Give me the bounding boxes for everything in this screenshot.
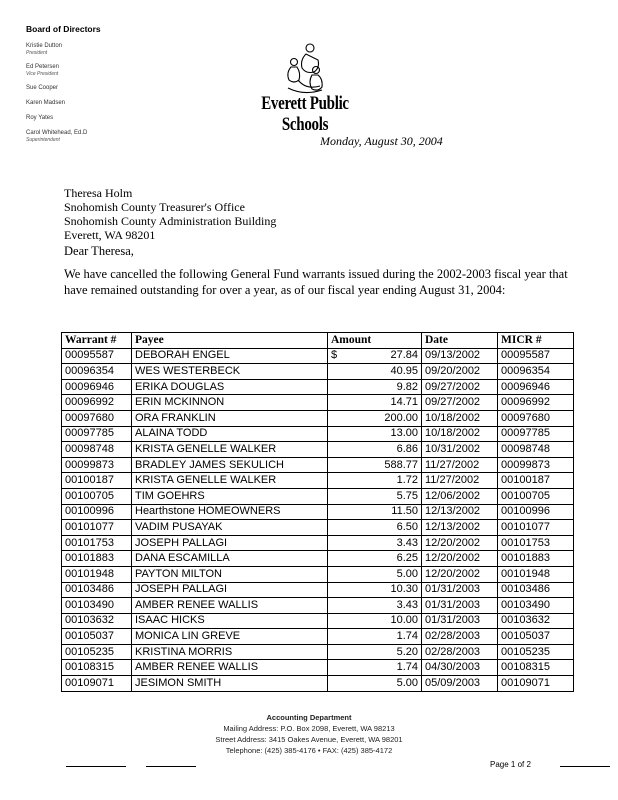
board-member-name: Ed Petersen bbox=[26, 64, 60, 70]
header-amount: Amount bbox=[328, 333, 422, 349]
date-cell: 09/20/2002 bbox=[422, 364, 498, 380]
warrant-number-cell: 00105037 bbox=[62, 629, 132, 645]
amount-value: 3.43 bbox=[396, 536, 418, 549]
micr-cell: 00101077 bbox=[498, 520, 574, 536]
micr-cell: 00099873 bbox=[498, 457, 574, 473]
date-cell: 05/09/2003 bbox=[422, 676, 498, 692]
header-date: Date bbox=[422, 333, 498, 349]
header-micr: MICR # bbox=[498, 333, 574, 349]
table-row bbox=[62, 566, 574, 582]
warrant-number-cell: 00100187 bbox=[62, 473, 132, 489]
table-row bbox=[62, 379, 574, 395]
amount-cell bbox=[328, 364, 422, 380]
amount-cell bbox=[328, 566, 422, 582]
date-cell: 02/28/2003 bbox=[422, 644, 498, 660]
micr-cell: 00101753 bbox=[498, 535, 574, 551]
board-member bbox=[26, 43, 136, 56]
micr-cell: 00103486 bbox=[498, 582, 574, 598]
date-cell: 09/27/2002 bbox=[422, 379, 498, 395]
recipient-address bbox=[64, 186, 276, 242]
date-cell: 10/31/2002 bbox=[422, 442, 498, 458]
board-member-role: Superintendent bbox=[26, 137, 60, 143]
micr-cell: 00100187 bbox=[498, 473, 574, 489]
amount-value: 10.00 bbox=[390, 614, 418, 627]
table-row bbox=[62, 582, 574, 598]
micr-cell: 00096946 bbox=[498, 379, 574, 395]
table-row bbox=[62, 395, 574, 411]
payee-cell: DANA ESCAMILLA bbox=[132, 551, 328, 567]
payee-cell: KRISTINA MORRIS bbox=[132, 644, 328, 660]
payee-cell: WES WESTERBECK bbox=[132, 364, 328, 380]
payee-cell: VADIM PUSAYAK bbox=[132, 520, 328, 536]
amount-cell bbox=[328, 426, 422, 442]
amount-cell bbox=[328, 379, 422, 395]
date-cell: 11/27/2002 bbox=[422, 473, 498, 489]
warrant-number-cell: 00097785 bbox=[62, 426, 132, 442]
payee-cell: KRISTA GENELLE WALKER bbox=[132, 442, 328, 458]
letter-footer bbox=[0, 712, 618, 756]
warrant-number-cell: 00101077 bbox=[62, 520, 132, 536]
micr-cell: 00095587 bbox=[498, 348, 574, 364]
amount-value: 5.20 bbox=[396, 645, 418, 658]
amount-cell bbox=[328, 504, 422, 520]
table-row bbox=[62, 442, 574, 458]
letter-date: Monday, August 30, 2004 bbox=[320, 134, 443, 148]
amount-cell bbox=[328, 442, 422, 458]
payee-cell: PAYTON MILTON bbox=[132, 566, 328, 582]
amount-cell bbox=[328, 410, 422, 426]
table-row bbox=[62, 504, 574, 520]
amount-value: 14.71 bbox=[390, 396, 418, 409]
date-cell: 12/20/2002 bbox=[422, 566, 498, 582]
board-title: Board of Directors bbox=[26, 24, 101, 34]
address-line: Snohomish County Treasurer's Office bbox=[64, 200, 245, 214]
table-row bbox=[62, 629, 574, 645]
board-member bbox=[26, 130, 136, 143]
payee-cell: DEBORAH ENGEL bbox=[132, 348, 328, 364]
amount-value: 11.50 bbox=[391, 505, 418, 518]
footer-phone: Telephone: (425) 385-4176 • FAX: (425) 385-4172 bbox=[225, 746, 393, 755]
date-cell: 01/31/2003 bbox=[422, 598, 498, 614]
table-row bbox=[62, 348, 574, 364]
amount-value: 200.00 bbox=[384, 411, 418, 424]
date-cell: 12/13/2002 bbox=[422, 520, 498, 536]
table-row bbox=[62, 598, 574, 614]
micr-cell: 00103632 bbox=[498, 613, 574, 629]
payee-cell: MONICA LIN GREVE bbox=[132, 629, 328, 645]
amount-cell bbox=[328, 660, 422, 676]
table-row bbox=[62, 473, 574, 489]
micr-cell: 00108315 bbox=[498, 660, 574, 676]
date-cell: 12/20/2002 bbox=[422, 551, 498, 567]
payee-cell: ORA FRANKLIN bbox=[132, 410, 328, 426]
payee-cell: TIM GOEHRS bbox=[132, 488, 328, 504]
amount-value: 6.86 bbox=[396, 442, 418, 455]
payee-cell: AMBER RENEE WALLIS bbox=[132, 660, 328, 676]
amount-cell bbox=[328, 520, 422, 536]
micr-cell: 00109071 bbox=[498, 676, 574, 692]
board-member-role: President bbox=[26, 50, 48, 56]
payee-cell: Hearthstone HOMEOWNERS bbox=[132, 504, 328, 520]
amount-cell bbox=[328, 582, 422, 598]
page-number: Page 1 of 2 bbox=[490, 760, 531, 769]
micr-cell: 00101883 bbox=[498, 551, 574, 567]
table-row bbox=[62, 535, 574, 551]
footer-rule bbox=[560, 766, 610, 767]
warrant-number-cell: 00101948 bbox=[62, 566, 132, 582]
amount-value: 40.95 bbox=[390, 364, 418, 377]
salutation: Dear Theresa, bbox=[64, 244, 134, 258]
warrant-number-cell: 00095587 bbox=[62, 348, 132, 364]
table-header-row bbox=[62, 333, 574, 349]
payee-cell: BRADLEY JAMES SEKULICH bbox=[132, 457, 328, 473]
micr-cell: 00096992 bbox=[498, 395, 574, 411]
board-member bbox=[26, 100, 136, 107]
date-cell: 10/18/2002 bbox=[422, 426, 498, 442]
amount-value: 1.72 bbox=[396, 474, 418, 487]
amount-cell bbox=[328, 613, 422, 629]
micr-cell: 00096354 bbox=[498, 364, 574, 380]
header-warrant: Warrant # bbox=[62, 333, 132, 349]
footer-rule bbox=[66, 766, 126, 767]
amount-cell bbox=[328, 676, 422, 692]
address-line: Everett, WA 98201 bbox=[64, 228, 156, 242]
footer-department: Accounting Department bbox=[266, 713, 352, 722]
amount-cell bbox=[328, 551, 422, 567]
footer-mailing-address: Mailing Address: P.O. Box 2098, Everett, WA 98213 bbox=[223, 724, 395, 733]
amount-cell bbox=[328, 457, 422, 473]
micr-cell: 00100996 bbox=[498, 504, 574, 520]
date-cell: 12/13/2002 bbox=[422, 504, 498, 520]
address-line: Theresa Holm bbox=[64, 186, 133, 200]
warrant-number-cell: 00103486 bbox=[62, 582, 132, 598]
amount-value: 5.75 bbox=[396, 489, 418, 502]
date-cell: 09/13/2002 bbox=[422, 348, 498, 364]
board-member bbox=[26, 85, 136, 92]
board-member bbox=[26, 64, 136, 77]
header-payee: Payee bbox=[132, 333, 328, 349]
district-name: Everett Public Schools bbox=[261, 93, 349, 135]
board-member bbox=[26, 115, 136, 122]
table-row bbox=[62, 644, 574, 660]
warrant-number-cell: 00101753 bbox=[62, 535, 132, 551]
letter-body: We have cancelled the following General Fund warrants issued during the 2002-2003 fiscal year that have remained outstanding for over a year, as of our fiscal year ending August 31, 2004: bbox=[64, 267, 568, 297]
warrant-rows bbox=[62, 348, 574, 691]
table-row bbox=[62, 364, 574, 380]
amount-value: 1.74 bbox=[396, 661, 418, 674]
amount-cell bbox=[328, 488, 422, 504]
board-member-list bbox=[26, 43, 136, 143]
table-row bbox=[62, 410, 574, 426]
amount-cell bbox=[328, 348, 422, 364]
board-member-name: Kristie Dutton bbox=[26, 43, 63, 49]
table-row bbox=[62, 676, 574, 692]
micr-cell: 00103490 bbox=[498, 598, 574, 614]
warrant-number-cell: 00096992 bbox=[62, 395, 132, 411]
warrant-number-cell: 00109071 bbox=[62, 676, 132, 692]
payee-cell: JOSEPH PALLAGI bbox=[132, 535, 328, 551]
warrant-number-cell: 00099873 bbox=[62, 457, 132, 473]
date-cell: 04/30/2003 bbox=[422, 660, 498, 676]
warrant-number-cell: 00105235 bbox=[62, 644, 132, 660]
amount-value: 10.30 bbox=[390, 583, 418, 596]
amount-cell bbox=[328, 629, 422, 645]
warrant-number-cell: 00100705 bbox=[62, 488, 132, 504]
children-logo-icon bbox=[282, 40, 328, 98]
date-cell: 11/27/2002 bbox=[422, 457, 498, 473]
currency-symbol: $ bbox=[331, 349, 338, 362]
amount-value: 9.82 bbox=[396, 380, 418, 393]
warrant-number-cell: 00103490 bbox=[62, 598, 132, 614]
date-cell: 09/27/2002 bbox=[422, 395, 498, 411]
amount-value: 27.84 bbox=[390, 349, 418, 362]
warrant-number-cell: 00101883 bbox=[62, 551, 132, 567]
warrant-number-cell: 00103632 bbox=[62, 613, 132, 629]
amount-value: 3.43 bbox=[396, 598, 418, 611]
date-cell: 10/18/2002 bbox=[422, 410, 498, 426]
district-logo bbox=[250, 40, 360, 135]
amount-cell bbox=[328, 395, 422, 411]
board-of-directors bbox=[26, 24, 136, 151]
warrant-number-cell: 00096354 bbox=[62, 364, 132, 380]
date-cell: 02/28/2003 bbox=[422, 629, 498, 645]
payee-cell: ISAAC HICKS bbox=[132, 613, 328, 629]
amount-value: 588.77 bbox=[384, 458, 418, 471]
micr-cell: 00101948 bbox=[498, 566, 574, 582]
warrant-number-cell: 00100996 bbox=[62, 504, 132, 520]
warrant-number-cell: 00098748 bbox=[62, 442, 132, 458]
board-member-name: Roy Yates bbox=[26, 115, 54, 121]
board-member-name: Carol Whitehead, Ed.D bbox=[26, 130, 88, 136]
table-row bbox=[62, 660, 574, 676]
amount-value: 6.25 bbox=[396, 552, 418, 565]
amount-cell bbox=[328, 535, 422, 551]
amount-value: 1.74 bbox=[396, 630, 418, 643]
table-row bbox=[62, 613, 574, 629]
micr-cell: 00105037 bbox=[498, 629, 574, 645]
footer-rule bbox=[146, 766, 196, 767]
table-row bbox=[62, 520, 574, 536]
amount-value: 6.50 bbox=[396, 520, 418, 533]
micr-cell: 00105235 bbox=[498, 644, 574, 660]
warrant-number-cell: 00108315 bbox=[62, 660, 132, 676]
amount-cell bbox=[328, 598, 422, 614]
footer-street-address: Street Address: 3415 Oakes Avenue, Everett, WA 98201 bbox=[215, 735, 403, 744]
date-cell: 01/31/2003 bbox=[422, 582, 498, 598]
payee-cell: JESIMON SMITH bbox=[132, 676, 328, 692]
amount-cell bbox=[328, 644, 422, 660]
table-row bbox=[62, 457, 574, 473]
board-member-role: Vice President bbox=[26, 71, 59, 77]
warrant-number-cell: 00096946 bbox=[62, 379, 132, 395]
amount-value: 13.00 bbox=[390, 427, 418, 440]
payee-cell: JOSEPH PALLAGI bbox=[132, 582, 328, 598]
micr-cell: 00098748 bbox=[498, 442, 574, 458]
date-cell: 01/31/2003 bbox=[422, 613, 498, 629]
amount-cell bbox=[328, 473, 422, 489]
board-member-name: Sue Cooper bbox=[26, 85, 59, 91]
table-row bbox=[62, 488, 574, 504]
payee-cell: ERIN MCKINNON bbox=[132, 395, 328, 411]
amount-value: 5.00 bbox=[396, 676, 418, 689]
date-cell: 12/20/2002 bbox=[422, 535, 498, 551]
table-row bbox=[62, 551, 574, 567]
payee-cell: ALAINA TODD bbox=[132, 426, 328, 442]
payee-cell: AMBER RENEE WALLIS bbox=[132, 598, 328, 614]
warrant-table bbox=[61, 332, 574, 692]
board-member-name: Karen Madsen bbox=[26, 100, 66, 106]
table-row bbox=[62, 426, 574, 442]
payee-cell: KRISTA GENELLE WALKER bbox=[132, 473, 328, 489]
address-line: Snohomish County Administration Building bbox=[64, 214, 277, 228]
micr-cell: 00097785 bbox=[498, 426, 574, 442]
warrant-number-cell: 00097680 bbox=[62, 410, 132, 426]
amount-value: 5.00 bbox=[396, 567, 418, 580]
micr-cell: 00100705 bbox=[498, 488, 574, 504]
micr-cell: 00097680 bbox=[498, 410, 574, 426]
payee-cell: ERIKA DOUGLAS bbox=[132, 379, 328, 395]
date-cell: 12/06/2002 bbox=[422, 488, 498, 504]
